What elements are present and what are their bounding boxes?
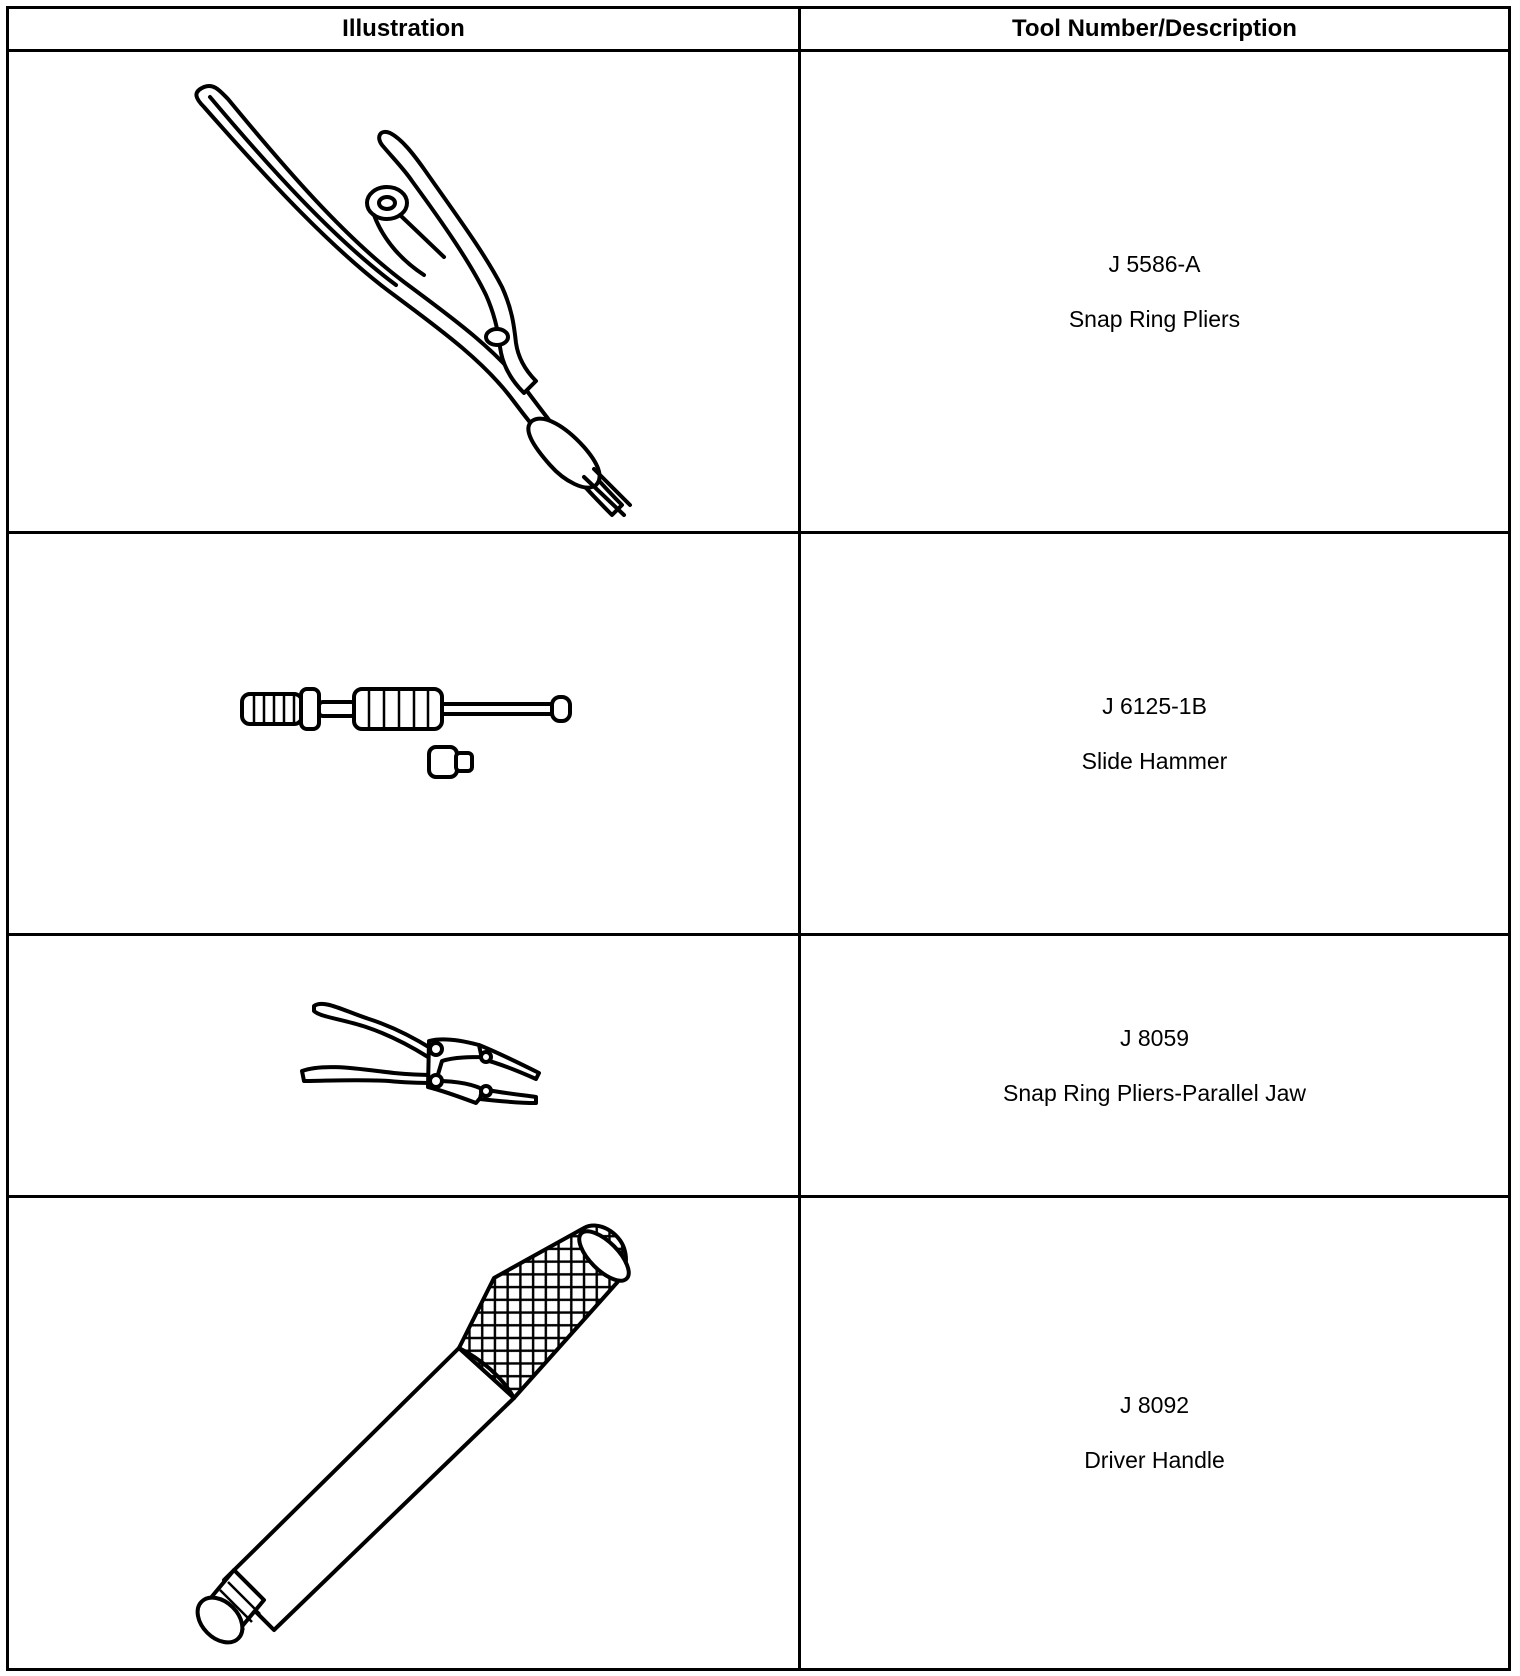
description-cell [800,51,1510,533]
description-cell [800,1197,1510,1670]
tool-number: J 5586-A [1108,250,1201,277]
tool-description: Driver Handle [1084,1447,1225,1473]
illustration-cell [8,533,800,935]
tool-table [6,6,1511,1671]
table-row [8,51,1510,533]
tool-description: Snap Ring Pliers-Parallel Jaw [1003,1079,1306,1106]
slide-hammer-icon [24,539,784,929]
header-row [8,8,1510,51]
header-illustration: Illustration [8,8,800,51]
illustration-cell [8,935,800,1197]
table-row [8,935,1510,1197]
tool-number: J 8092 [1119,1392,1190,1418]
parallel-jaw-pliers-icon [24,941,784,1191]
tool-number: J 8059 [1119,1024,1190,1051]
driver-handle-icon [24,1198,784,1668]
description-cell [800,533,1510,935]
header-tool-number-description: Tool Number/Description [800,8,1510,51]
description-cell [800,935,1510,1197]
tool-description: Slide Hammer [1081,747,1228,774]
tool-description: Snap Ring Pliers [1068,305,1241,332]
table-row [8,533,1510,935]
tool-number: J 6125-1B [1102,692,1207,719]
illustration-cell [8,1197,800,1670]
table-row [8,1197,1510,1670]
snap-ring-pliers-icon [24,57,784,527]
illustration-cell [8,51,800,533]
